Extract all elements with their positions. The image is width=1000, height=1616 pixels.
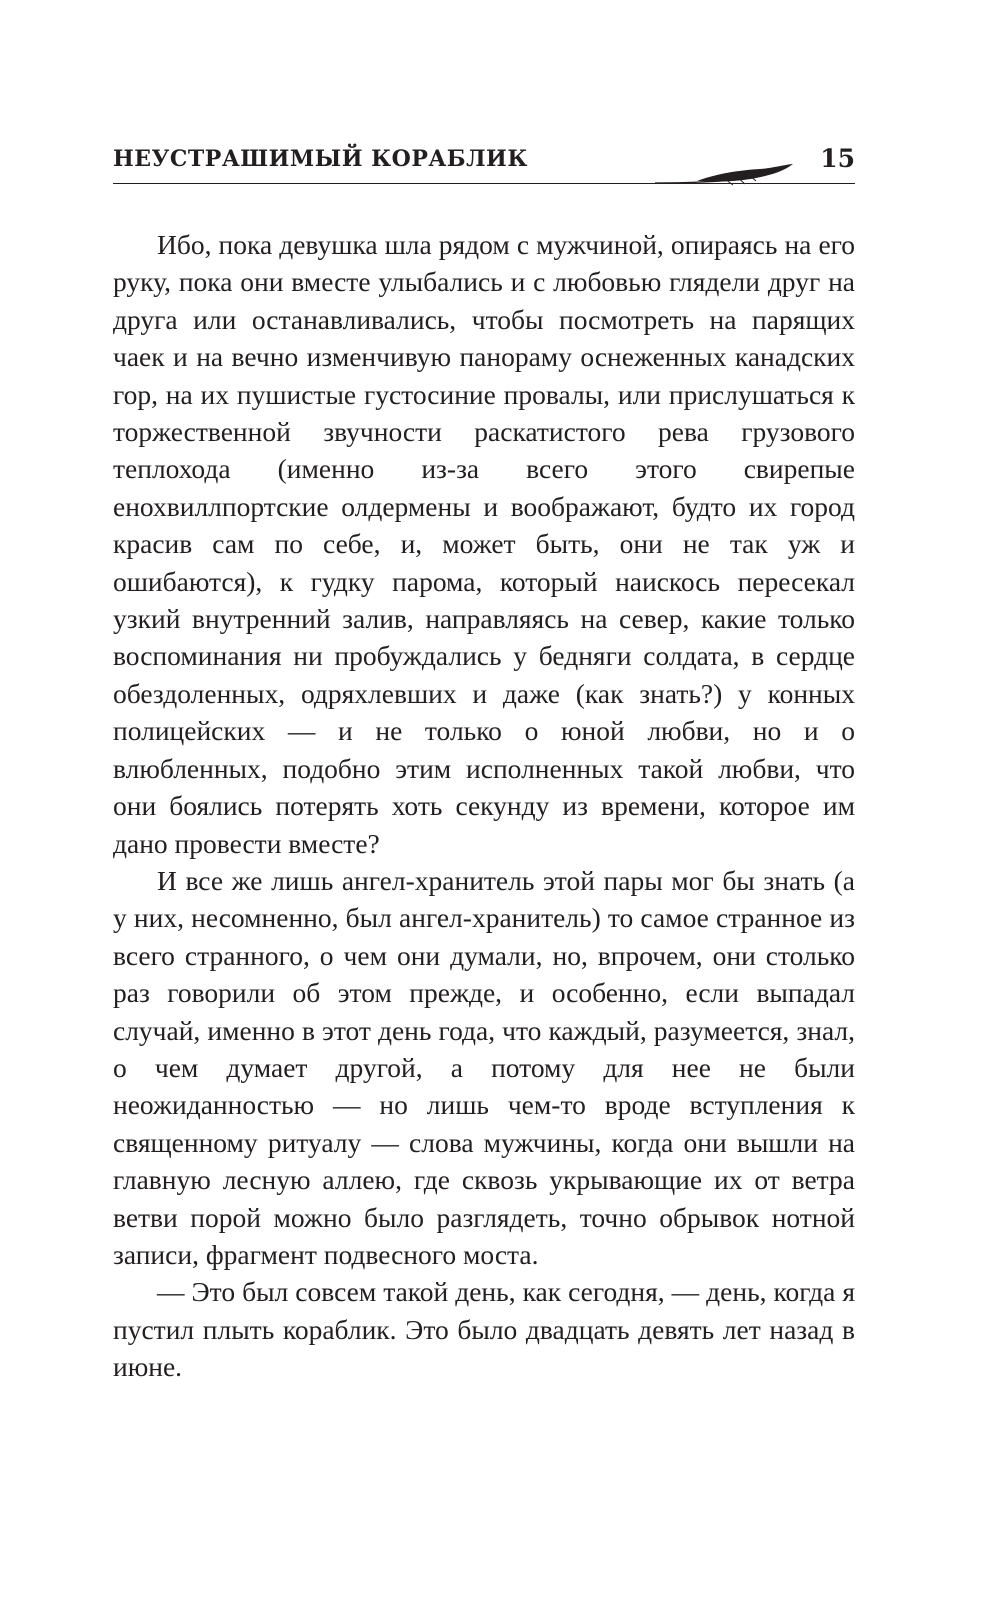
paragraph: И все же лишь ангел-хранитель этой пары мог бы знать (а у них, несомненно, был ангел-хранитель) то самое странное из всего странного, о чем они думали, но, впрочем, они столько раз говорили об этом прежде, и особенно, если выпадал случай, именно в этот день года, что каждый, разумеется, знал, о чем думает другой, а потому для нее не были неожиданностью — но лишь чем-то вроде вступления к священному ритуалу — слова мужчины, когда они вышли на главную лесную аллею, где сквозь укрывающие их от ветра ветви порой можно было разглядеть, точно обрывок нотной записи, фрагмент подвесного моста. [113,864,855,1270]
body-text [113,226,855,1386]
paragraph: — Это был совсем такой день, как сегодня, — день, когда я пустил плыть кораблик. Это было двадцать девять лет назад в июне. [113,1276,855,1383]
header-rule [113,183,855,184]
page-number: 15 [820,144,855,173]
running-title: НЕУСТРАШИМЫЙ КОРАБЛИК [113,146,528,172]
feather-icon [655,164,795,190]
paragraph: Ибо, пока девушка шла рядом с мужчиной, опираясь на его руку, пока они вместе улыбались и с любовью глядели друг на друга или останавливались, чтобы посмотреть на парящих чаек и на вечно изменчивую панораму оснеженных канадских гор, на их пушистые густосиние провалы, или прислушаться к торжественной звучности раскатистого рева грузового теплохода (именно из-за всего этого свирепые енохвиллпортские олдермены и воображают, будто их город красив сам по себе, и, может быть, они не так уж и ошибаются), к гудку парома, который наискось пересекал узкий внутренний залив, направляясь на север, какие только воспоминания ни пробуждались у бедняги солдата, в сердце обездоленных, одряхлевших и даже (как знать?) у конных полицейских — и не только о юной любви, но и о влюбленных, подобно этим исполненных такой любви, что они боялись потерять хоть секунду из времени, которое им дано провести вместе? [113,229,855,859]
